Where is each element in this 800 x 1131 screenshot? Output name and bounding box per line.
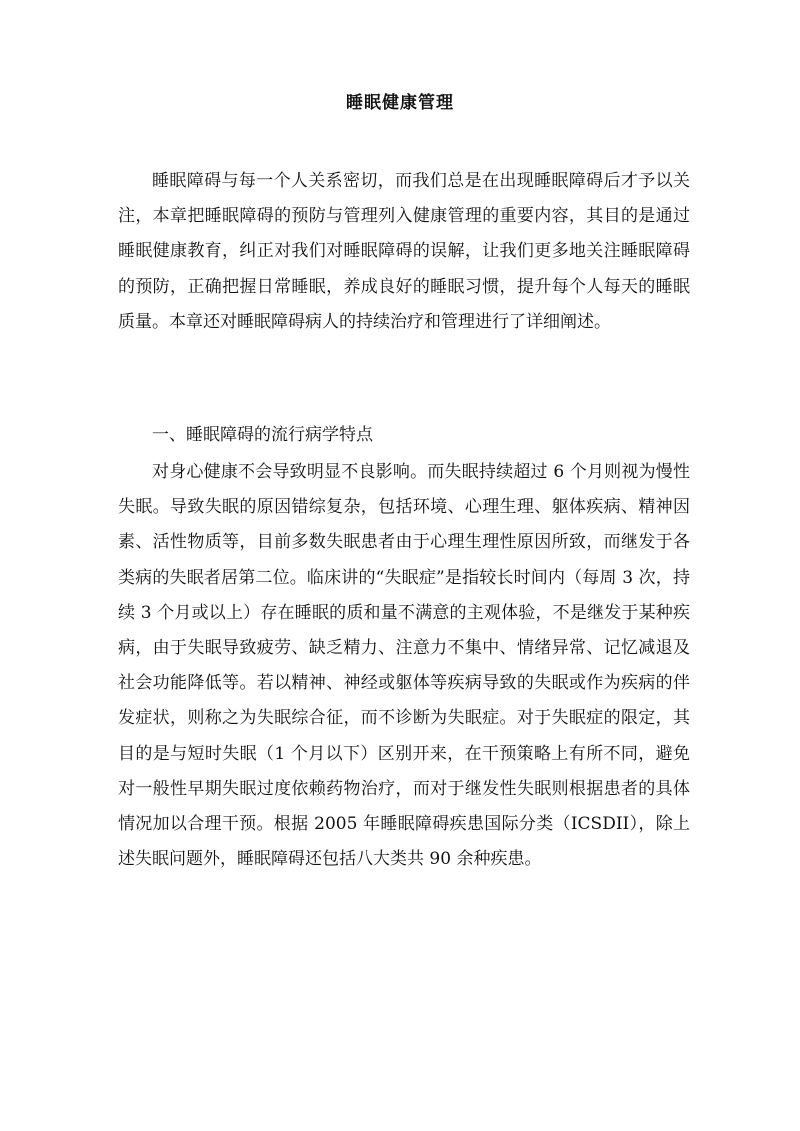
intro-paragraph: 睡眠障碍与每一个人关系密切，而我们总是在出现睡眠障碍后才予以关注，本章把睡眠障碍的预防与管理列入健康管理的重要内容，其目的是通过睡眠健康教育，纠正对我们对睡眠障碍的误解，让我们更多地关注睡眠障碍的预防，正确把握日常睡眠，养成良好的睡眠习惯，提升每个人每天的睡眠质量。本章还对睡眠障碍病人的持续治疗和管理进行了详细阐述。 bbox=[118, 171, 690, 332]
section-paragraph: 对身心健康不会导致明显不良影响。而失眠持续超过 6 个月则视为慢性失眠。导致失眠的原因错综复杂，包括环境、心理生理、躯体疾病、精神因素、活性物质等，目前多数失眠患者由于心理生理性原因所致，而继发于各类病的失眠者居第二位。临床讲的“失眠症”是指较长时间内（每周 3 次，持续 3 个月或以上）存在睡眠的质和量不满意的主观体验，不是继发于某种疾病，由于失眠导致疲劳、缺乏精力、注意力不集中、情绪异常、记忆减退及社会功能降低等。若以精神、神经或躯体等疾病导致的失眠或作为疾病的伴发症状，则称之为失眠综合征，而不诊断为失眠症。对于失眠症的限定，其目的是与短时失眠（1 个月以下）区别开来，在干预策略上有所不同，避免对一般性早期失眠过度依赖药物治疗，而对于继发性失眠则根据患者的具体情况加以合理干预。根据 2005 年睡眠障碍疾患国际分类（ICSDII），除上述失眠问题外，睡眠障碍还包括八大类共 90 余种疾患。 bbox=[118, 462, 690, 870]
intro-paragraph-container bbox=[118, 164, 690, 340]
section-heading-container bbox=[118, 418, 690, 453]
section-heading: 一、睡眠障碍的流行病学特点 bbox=[152, 425, 373, 445]
page-title: 睡眠健康管理 bbox=[346, 93, 454, 113]
section-paragraph-container bbox=[118, 455, 690, 877]
